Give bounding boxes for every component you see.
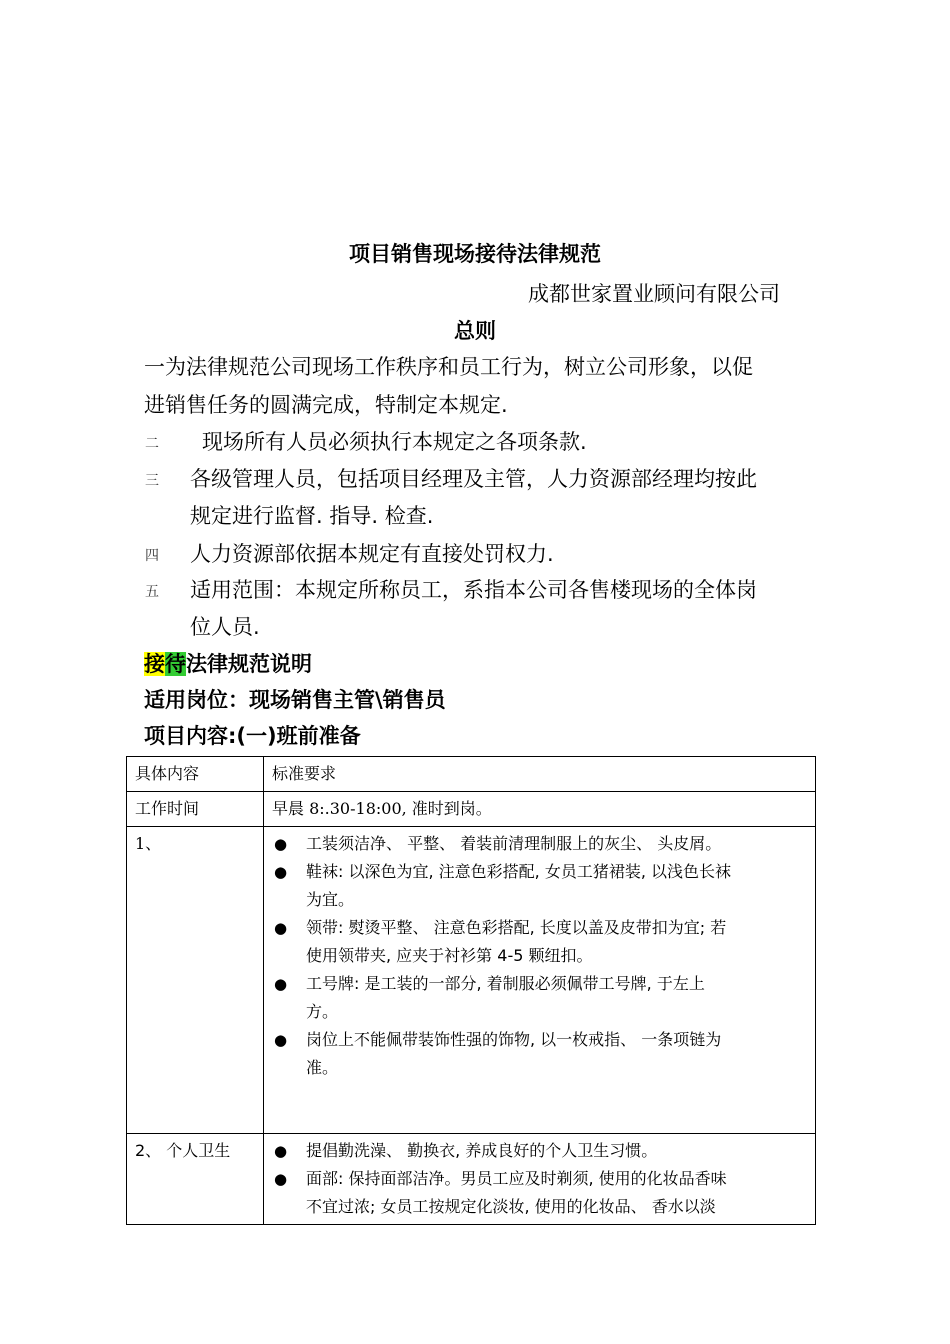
content-line: 项目内容:(一)班前准备 (144, 724, 361, 748)
list-item: ● 鞋袜: 以深色为宜, 注意色彩搭配, 女员工猪裙装, 以浅色长袜 为宜。 (272, 858, 807, 914)
table-row-work-time (127, 792, 816, 827)
item-2-numeral: 二 (145, 436, 159, 452)
highlight-yellow: 接 (144, 652, 165, 676)
item-5-line-1: 适用范围：本规定所称员工，系指本公司各售楼现场的全体岗 (190, 578, 757, 602)
item-3-numeral: 三 (145, 473, 159, 489)
row-2-standards (264, 1134, 816, 1225)
highlight-green: 待 (165, 652, 186, 676)
standards-table (126, 756, 816, 1225)
company-name: 成都世家置业顾问有限公司 (528, 282, 780, 306)
item-2-line-1: 现场所有人员必须执行本规定之各项条款. (202, 430, 587, 454)
bullet-icon: ● (274, 975, 288, 993)
item-1-line-2: 进销售任务的圆满完成，特制定本规定. (144, 393, 508, 417)
row-1-standards (264, 827, 816, 1134)
header-cell-content: 具体内容 (127, 757, 264, 792)
list-item: ● 提倡勤洗澡、 勤换衣, 养成良好的个人卫生习惯。 (272, 1137, 807, 1165)
table-header-row (127, 757, 816, 792)
list-item: ● 岗位上不能佩带装饰性强的饰物, 以一枚戒指、 一条项链为 准。 (272, 1026, 807, 1082)
item-4-numeral: 四 (145, 548, 159, 564)
row-1-label: 1、 (127, 827, 264, 1134)
header-cell-standard: 标准要求 (264, 757, 816, 792)
list-item: ● 面部: 保持面部洁净。男员工应及时剃须, 使用的化妆品香味 不宜过浓; 女员工按规定化淡妆, 使用的化妆品、 香水以淡 (272, 1165, 807, 1221)
section-heading (144, 648, 312, 678)
item-1-line-1: 一为法律规范公司现场工作秩序和员工行为，树立公司形象，以促 (144, 355, 753, 379)
general-heading: 总则 (454, 319, 496, 343)
work-time-value: 早晨 8:.30-18:00, 准时到岗。 (264, 792, 816, 827)
list-item: ● 工号牌: 是工装的一部分, 着制服必须佩带工号牌, 于左上 方。 (272, 970, 807, 1026)
item-5-line-2: 位人员. (190, 615, 260, 639)
row-2-label: 2、 个人卫生 (127, 1134, 264, 1225)
table-row-2 (127, 1134, 816, 1225)
document-title: 项目销售现场接待法律规范 (349, 242, 601, 266)
work-time-label: 工作时间 (127, 792, 264, 827)
item-5-numeral: 五 (145, 584, 159, 600)
bullet-icon: ● (274, 919, 288, 937)
post-line: 适用岗位：现场销售主管\销售员 (144, 688, 446, 712)
bullet-icon: ● (274, 1170, 288, 1188)
section-heading-rest: 法律规范说明 (186, 652, 312, 676)
item-4-line-1: 人力资源部依据本规定有直接处罚权力. (190, 542, 554, 566)
bullet-icon: ● (274, 1031, 288, 1049)
list-item: ● 领带: 熨烫平整、 注意色彩搭配, 长度以盖及皮带扣为宜; 若 使用领带夹, 应夹于衬衫第 4-5 颗纽扣。 (272, 914, 807, 970)
bullet-icon: ● (274, 863, 288, 881)
table-row-1 (127, 827, 816, 1134)
bullet-icon: ● (274, 835, 288, 853)
item-3-line-2: 规定进行监督. 指导. 检查. (190, 504, 434, 528)
bullet-icon: ● (274, 1142, 288, 1160)
item-3-line-1: 各级管理人员，包括项目经理及主管，人力资源部经理均按此 (190, 467, 757, 491)
list-item: ● 工装须洁净、 平整、 着装前清理制服上的灰尘、 头皮屑。 (272, 830, 807, 858)
